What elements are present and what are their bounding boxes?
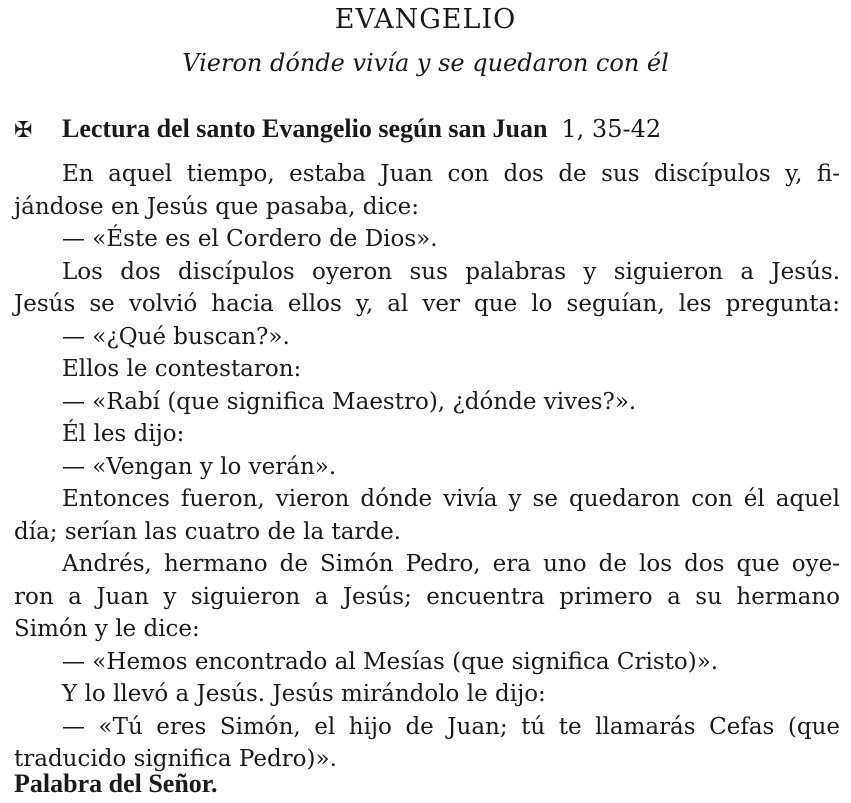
reading-title: Lectura del santo Evangelio según san Juan (62, 114, 548, 143)
section-subtitle: Vieron dónde vivía y se quedaron con él (182, 49, 669, 77)
closing-acclamation: Palabra del Señor. (14, 769, 218, 798)
text-line: — «¿Qué buscan?». (62, 323, 290, 350)
text-line: Simón y le dice: (14, 616, 200, 642)
section-heading: EVANGELIO (334, 4, 517, 35)
gospel-text (14, 158, 840, 776)
reading-reference: 1, 35-42 (561, 115, 662, 143)
text-line: día; serían las cuatro de la tarde. (14, 518, 402, 545)
text-line: — «Hemos encontrado al Mesías (que significa Cristo)». (62, 648, 719, 675)
text-line: — «Éste es el Cordero de Dios». (62, 226, 438, 252)
text-line: — «Rabí (que significa Maestro), ¿dónde vives?». (62, 388, 637, 415)
text-line: Él les dijo: (62, 421, 185, 447)
text-line: Ellos le contestaron: (62, 356, 302, 382)
text-line: Andrés, hermano de Simón Pedro, era uno de los dos que oye- (62, 551, 840, 577)
text-line: Entonces fueron, vieron dónde vivía y se quedaron con él aquel (62, 486, 840, 512)
text-line: Jesús se volvió hacia ellos y, al ver que lo seguían, les pregunta: (14, 291, 840, 317)
text-line: Y lo llevó a Jesús. Jesús mirándolo le dijo: (62, 681, 546, 707)
reading-header (14, 114, 661, 146)
text-line: Los dos discípulos oyeron sus palabras y siguieron a Jesús. (62, 258, 840, 285)
text-line: — «Vengan y lo verán». (62, 453, 337, 480)
text-line: — «Tú eres Simón, el hijo de Juan; tú te llamarás Cefas (que (62, 713, 840, 740)
text-line: ron a Juan y siguieron a Jesús; encuentra primero a su hermano (14, 583, 840, 610)
text-line: traducido significa Pedro)». (14, 746, 337, 772)
text-line: jándose en Jesús que pasaba, dice: (14, 193, 420, 220)
text-line: En aquel tiempo, estaba Juan con dos de sus discípulos y, fi- (62, 161, 840, 187)
maltese-cross-icon: ✠ (14, 118, 33, 143)
